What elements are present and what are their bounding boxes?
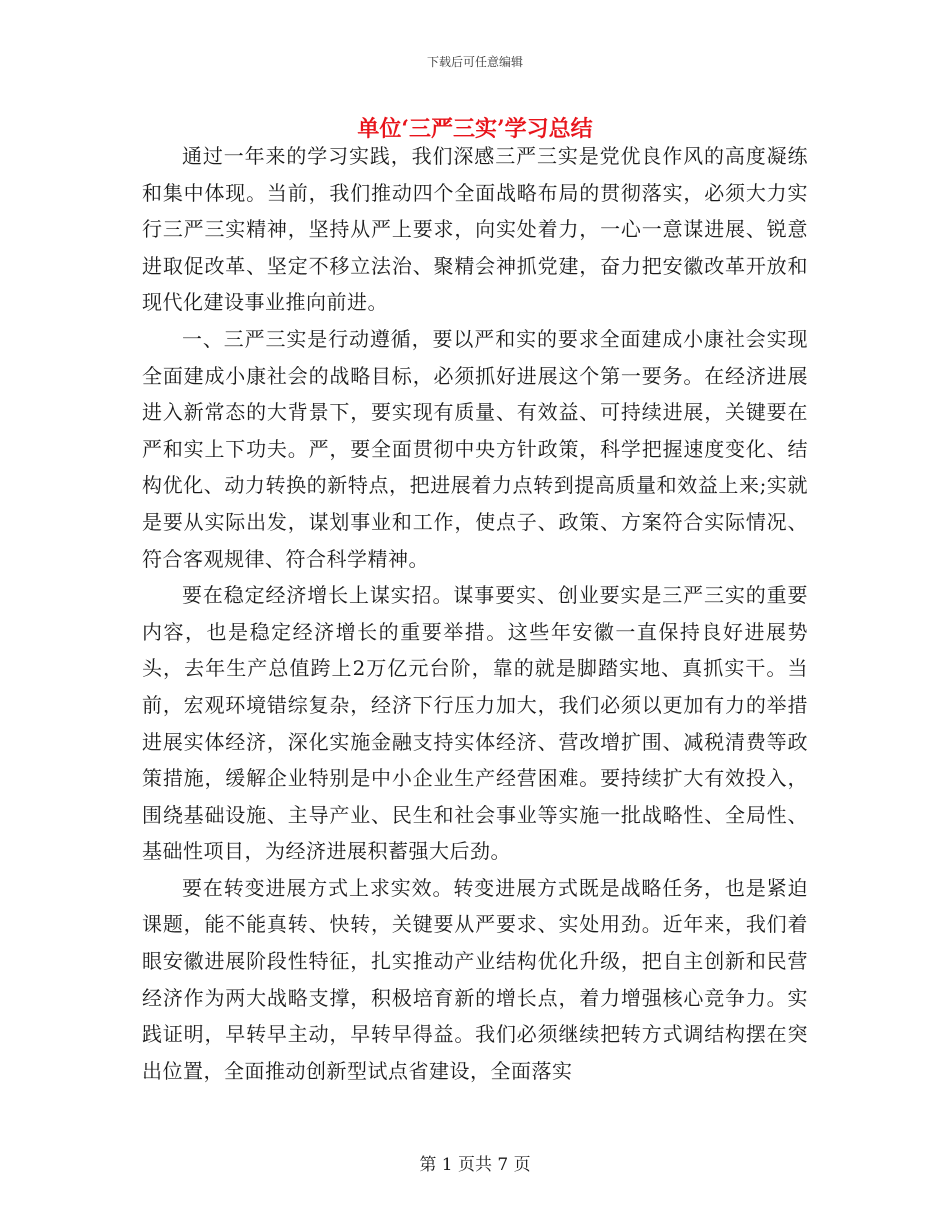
paragraph-economic-growth: 要在稳定经济增长上谋实招。谋事要实、创业要实是三严三实的重要内容，也是稳定经济增长的重要举措。这些年安徽一直保持良好进展势头，去年生产总值跨上2万亿元台阶，靠的就是脚踏实地、真抓实干。当前，宏观环境错综复杂，经济下行压力加大，我们必须以更加有力的举措进展实体经济，深化实施金融支持实体经济、营改增扩围、减税清费等政策措施，缓解企业特别是中小企业生产经营困难。要持续扩大有效投入，围绕基础设施、主导产业、民生和社会事业等实施一批战略性、全局性、基础性项目，为经济进展积蓄强大后劲。 (142, 583, 808, 864)
paragraph-development-mode: 要在转变进展方式上求实效。转变进展方式既是战略任务，也是紧迫课题，能不能真转、快转，关键要从严要求、实处用劲。近年来，我们着眼安徽进展阶段性特征，扎实推动产业结构优化升级，把自主创新和民营经济作为两大战略支撑，积极培育新的增长点，着力增强核心竞争力。实践证明，早转早主动，早转早得益。我们必须继续把转方式调结构摆在突出位置，全面推动创新型试点省建设，全面落实 (142, 875, 808, 1083)
paragraph-intro: 通过一年来的学习实践，我们深感三严三实是党优良作风的高度凝练和集中体现。当前，我们推动四个全面战略布局的贯彻落实，必须大力实行三严三实精神，坚持从严上要求，向实处着力，一心一意谋进展、锐意进取促改革、坚定不移立法治、聚精会神抓党建，奋力把安徽改革开放和现代化建设事业推向前进。 (142, 144, 808, 315)
document-title: 单位‘三严三实’学习总结 (357, 116, 593, 142)
paragraph-section-one: 一、三严三实是行动遵循，要以严和实的要求全面建成小康社会实现全面建成小康社会的战略目标，必须抓好进展这个第一要务。在经济进展进入新常态的大背景下，要实现有质量、有效益、可持续进展，关键要在严和实上下功夫。严，要全面贯彻中央方针政策，科学把握速度变化、结构优化、动力转换的新特点，把进展着力点转到提高质量和效益上来;实就是要从实际出发，谋划事业和工作，使点子、政策、方案符合实际情况、符合客观规律、符合科学精神。 (142, 326, 808, 571)
page-header-note: 下载后可任意编辑 (426, 55, 523, 69)
page-number-footer: 第 1 页共 7 页 (419, 1155, 531, 1175)
document-body (142, 138, 808, 1089)
